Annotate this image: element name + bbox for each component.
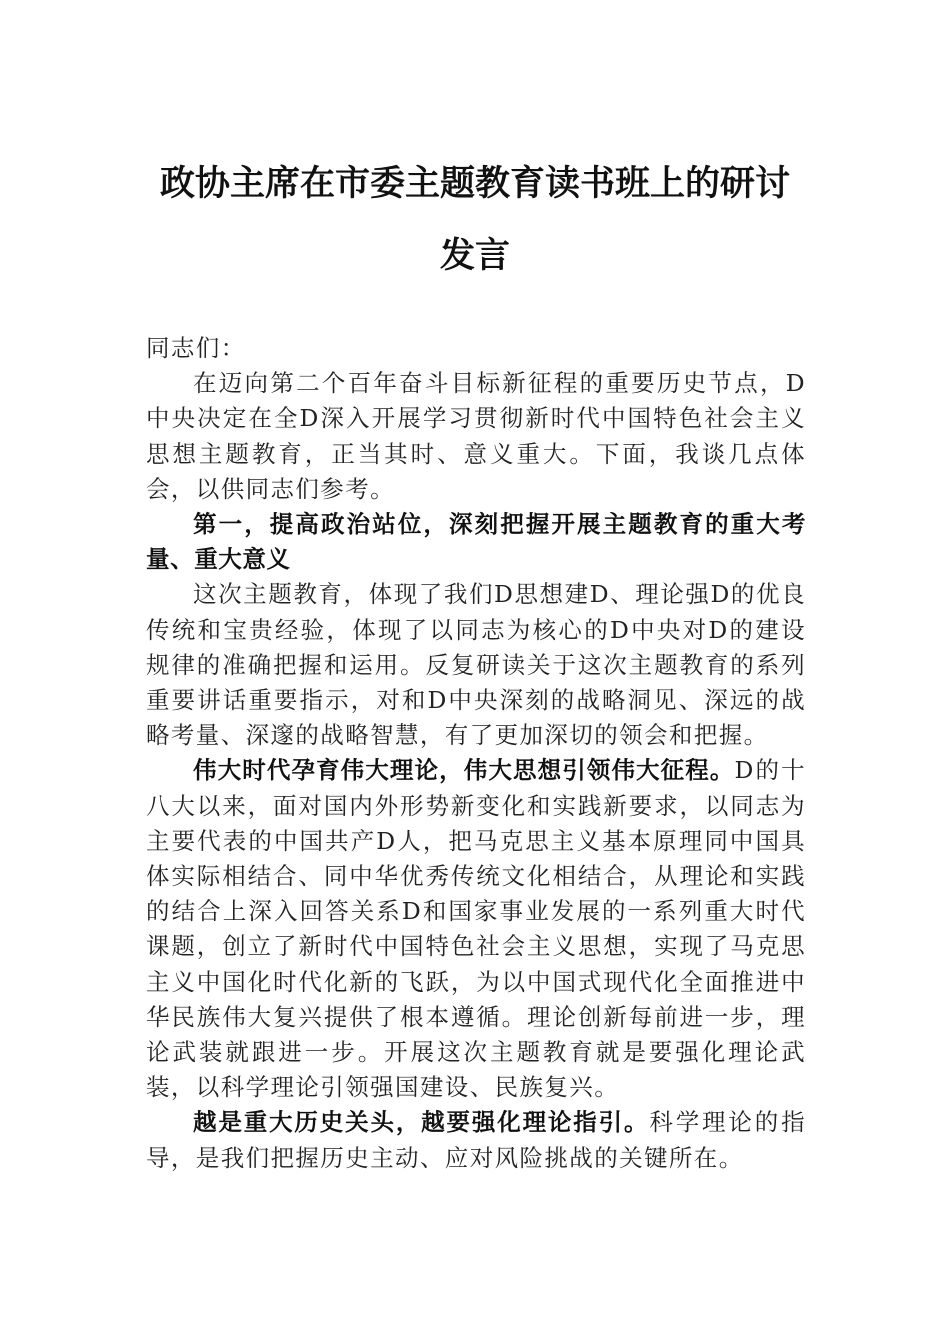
paragraph-body-text: D的十八大以来，面对国内外形势新变化和实践新要求，以同志为主要代表的中国共产D人，把马克思主义基本原理同中国具体实际相结合、同中华优秀传统文化相结合，从理论和实践的结合上深入回答关系D和国家事业发展的一系列重大时代课题，创立了新时代中国特色社会主义思想，实现了马克思主义中国化时代化新的飞跃，为以中国式现代化全面推进中华民族伟大复兴提供了根本遵循。理论创新每前进一步，理论武装就跟进一步。开展这次主题教育就是要强化理论武装，以科学理论引领强国建设、民族复兴。 — [146, 756, 806, 1102]
section-heading-1: 第一，提高政治站位，深刻把握开展主题教育的重大考量、重大意义 — [146, 510, 806, 574]
paragraph-theme-education: 这次主题教育，体现了我们D思想建D、理论强D的优良传统和宝贵经验，体现了以同志为核心的D中央对D的建设规律的准确把握和运用。反复研读关于这次主题教育的系列重要讲话重要指示，对和D中央深刻的战略洞见、深远的战略考量、深邃的战略智慧，有了更加深切的领会和把握。 — [146, 580, 806, 750]
document-title-continued: 发言 — [439, 235, 510, 276]
paragraph-historical-juncture — [146, 1105, 806, 1175]
paragraph-body-text: 科学理论的指导，是我们把握历史主动、应对风险挑战的关键所在。 — [146, 1108, 807, 1172]
document-body — [146, 331, 806, 1176]
paragraph-lead-sentence: 越是重大历史关头，越要强化理论指引。 — [193, 1108, 650, 1137]
paragraph-great-era — [146, 753, 806, 1105]
salutation: 同志们： — [146, 334, 246, 362]
paragraph-lead-sentence: 伟大时代孕育伟大理论，伟大思想引领伟大征程。 — [193, 756, 735, 785]
paragraph-intro: 在迈向第二个百年奋斗目标新征程的重要历史节点，D中央决定在全D深入开展学习贯彻新时代中国特色社会主义思想主题教育，正当其时、意义重大。下面，我谈几点体会，以供同志们参考。 — [146, 369, 806, 503]
document-title: 政协主席在市委主题教育读书班上的研讨 — [159, 163, 790, 204]
